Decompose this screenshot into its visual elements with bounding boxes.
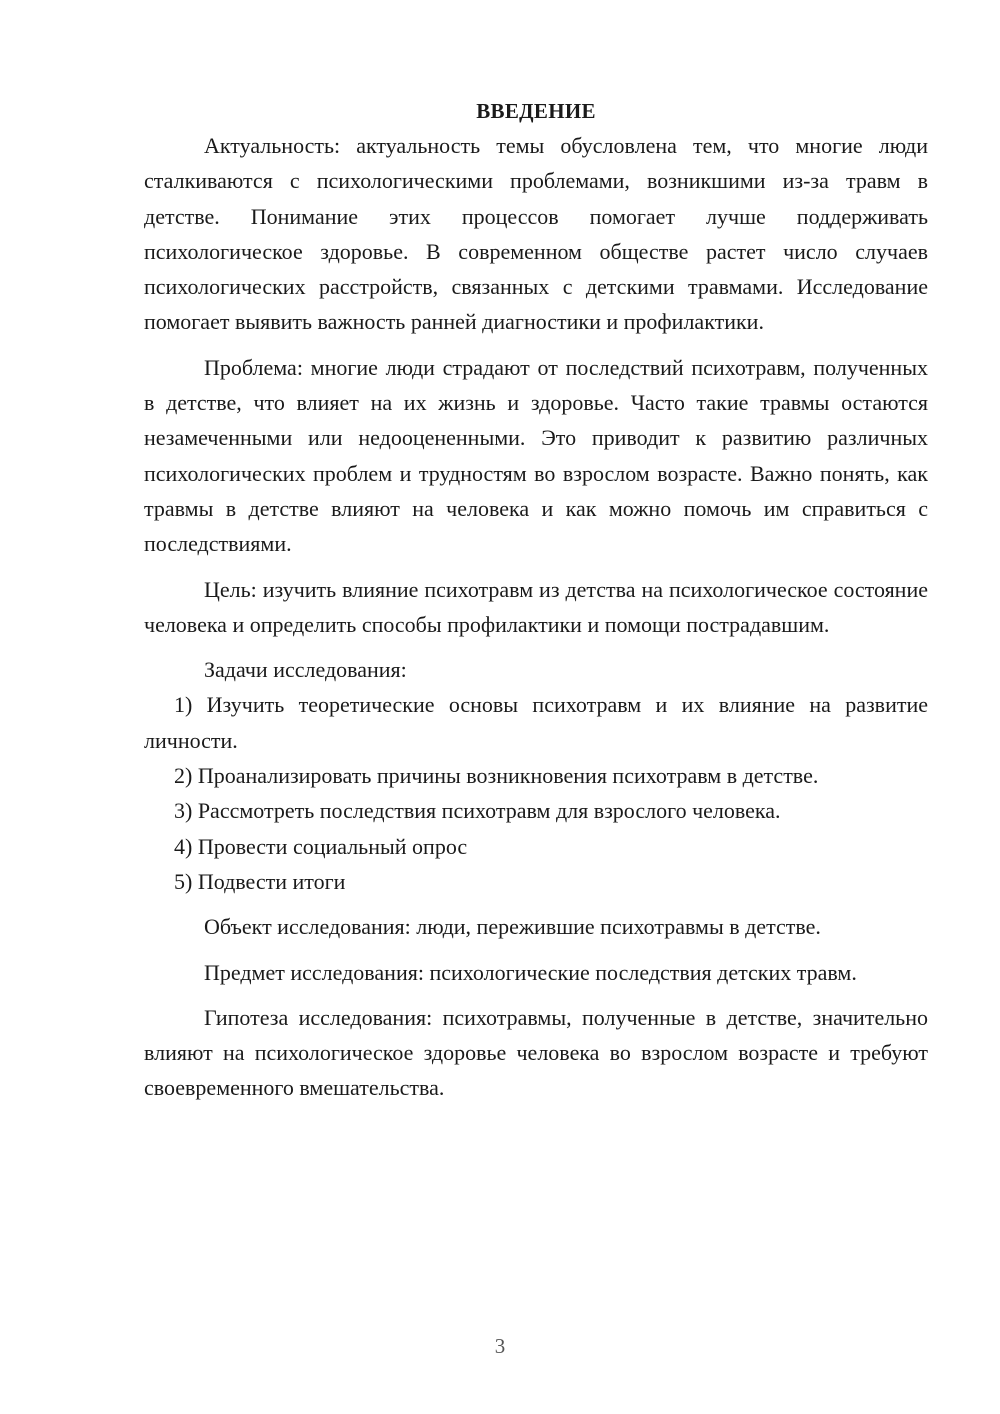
page-number: 3 <box>494 1334 506 1358</box>
task-item-1: 1) Изучить теоретические основы психотравм и их влияние на развитие личности. <box>144 692 928 753</box>
goal-paragraph: Цель: изучить влияние психотравм из детства на психологическое состояние человека и определить способы профилактики и помощи пострадавшим. <box>144 576 928 637</box>
problem-paragraph: Проблема: многие люди страдают от последствий психотравм, полученных в детстве, что влияет на их жизнь и здоровье. Часто такие травмы остаются незамеченными или недооцененными. Это приводит к развитию различных психологических проблем и трудностям во взрослом возрасте. Важно понять, как травмы в детстве влияют на человека и как можно помочь им справиться с последствиями. <box>144 354 928 557</box>
task-item-4: 4) Провести социальный опрос <box>174 833 468 859</box>
hypothesis-paragraph: Гипотеза исследования: психотравмы, полученные в детстве, значительно влияют на психологическое здоровье человека во взрослом возрасте и требуют своевременного вмешательства. <box>144 1004 928 1101</box>
subject-paragraph: Предмет исследования: психологические последствия детских травм. <box>204 959 857 985</box>
task-item-5: 5) Подвести итоги <box>174 868 346 894</box>
tasks-list <box>144 687 928 899</box>
task-item-2: 2) Проанализировать причины возникновения психотравм в детстве. <box>174 763 819 789</box>
document-page <box>144 94 928 1106</box>
tasks-heading: Задачи исследования: <box>204 657 407 683</box>
object-paragraph: Объект исследования: люди, пережившие психотравмы в детстве. <box>204 914 821 940</box>
task-item-3: 3) Рассмотреть последствия психотравм для взрослого человека. <box>174 798 781 824</box>
document-title: ВВЕДЕНИЕ <box>476 99 596 123</box>
relevance-paragraph: Актуальность: актуальность темы обусловлена тем, что многие люди сталкиваются с психологическими проблемами, возникшими из-за травм в детстве. Понимание этих процессов помогает лучше поддерживать психологическое здоровье. В современном обществе растет число случаев психологических расстройств, связанных с детскими травмами. Исследование помогает выявить важность ранней диагностики и профилактики. <box>144 133 928 335</box>
